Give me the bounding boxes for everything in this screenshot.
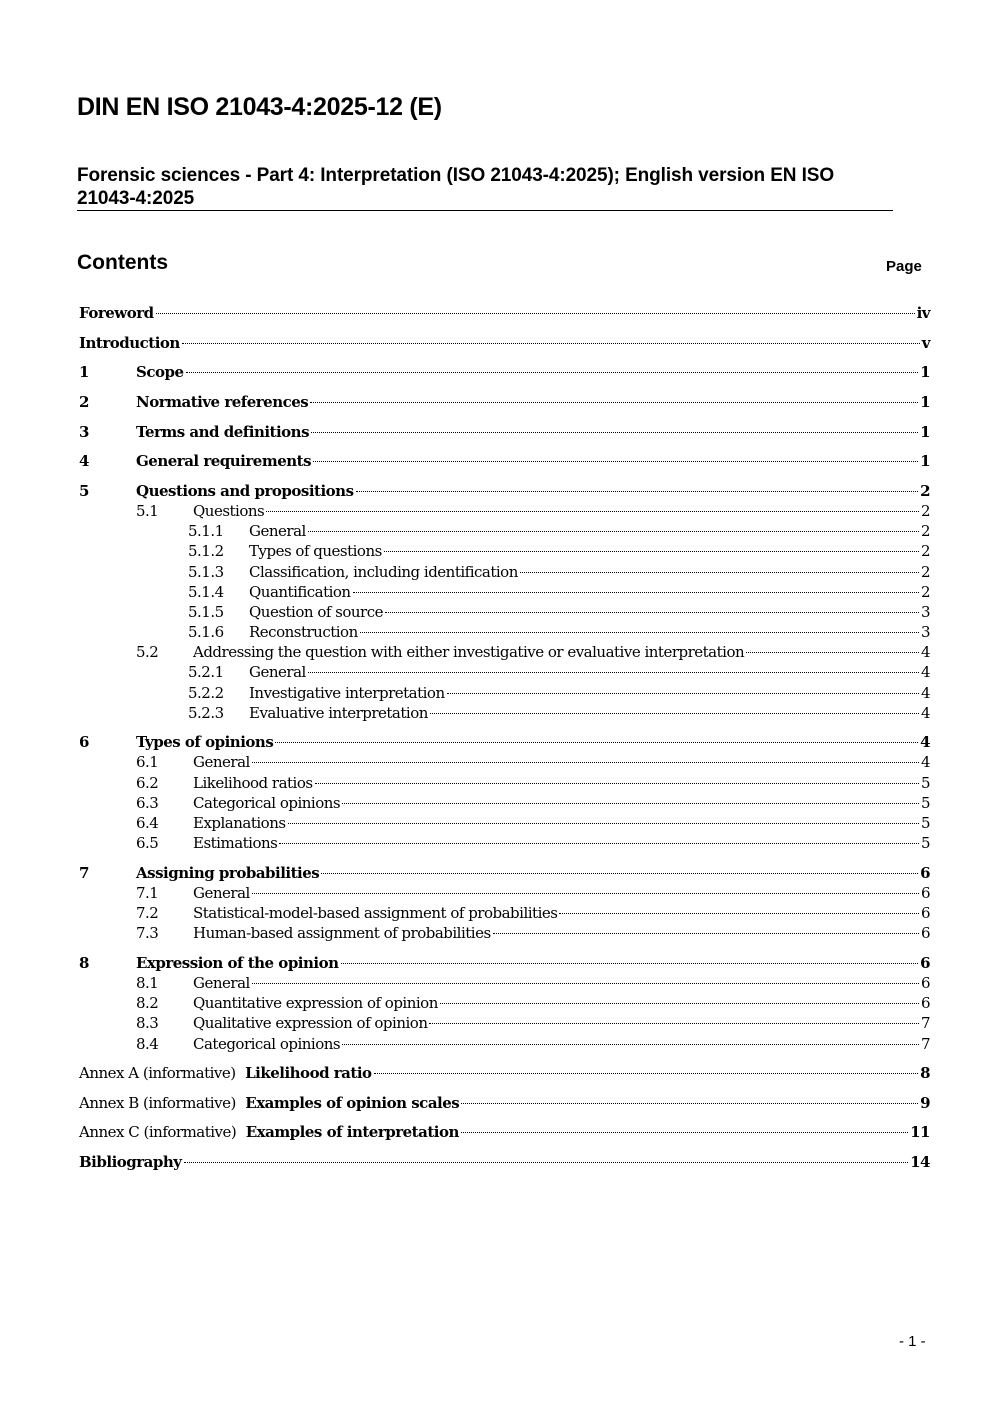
annex-gap	[236, 1123, 245, 1141]
toc-entry-number: 5.2	[136, 643, 159, 661]
toc-entry[interactable]	[79, 642, 930, 662]
toc-leader-dots	[341, 963, 919, 964]
toc-entry[interactable]	[79, 863, 930, 883]
toc-entry-page: 4	[920, 643, 930, 661]
toc-entry-number: 7.2	[136, 904, 159, 922]
toc-entry-page: 2	[920, 542, 930, 560]
toc-leader-dots	[288, 823, 919, 824]
toc-entry-page: 1	[920, 363, 930, 381]
toc-entry-title: Categorical opinions	[193, 794, 341, 812]
toc-entry-page: 4	[920, 663, 930, 681]
toc-leader-dots	[429, 1023, 918, 1024]
toc-entry-page: 2	[920, 583, 930, 601]
toc-leader-dots	[493, 933, 919, 934]
toc-entry[interactable]	[79, 451, 930, 471]
toc-entry-number: 3	[79, 423, 89, 441]
toc-entry-title: Questions and propositions	[136, 482, 354, 500]
toc-entry[interactable]	[79, 903, 930, 923]
toc-leader-dots	[447, 693, 919, 694]
toc-entry[interactable]	[79, 1063, 930, 1083]
toc-leader-dots	[275, 742, 918, 743]
toc-entry[interactable]	[79, 1152, 930, 1172]
toc-entry[interactable]	[79, 501, 930, 521]
toc-entry-number: 5.2.3	[188, 704, 224, 722]
toc-entry[interactable]	[79, 752, 930, 772]
annex-prefix: Annex A (informative)	[79, 1064, 236, 1082]
toc-entry[interactable]	[79, 773, 930, 793]
toc-entry-page: 1	[920, 423, 930, 441]
toc-entry-page: 4	[920, 684, 930, 702]
toc-entry-page: 3	[920, 623, 930, 641]
page-column-heading: Page	[886, 258, 922, 275]
toc-entry-page: 1	[920, 452, 930, 470]
toc-entry[interactable]	[79, 392, 930, 412]
contents-heading: Contents	[77, 251, 168, 274]
toc-entry-page: 4	[920, 753, 930, 771]
toc-entry-page: 5	[920, 774, 930, 792]
toc-leader-dots	[182, 343, 920, 344]
toc-entry-page: 6	[920, 924, 930, 942]
toc-entry-page: 3	[920, 603, 930, 621]
toc-entry-page: 6	[920, 954, 930, 972]
toc-entry[interactable]	[79, 883, 930, 903]
toc-entry[interactable]	[79, 1122, 930, 1142]
toc-entry[interactable]	[79, 521, 930, 541]
toc-entry-number: 1	[79, 363, 89, 381]
toc-entry-page: 4	[920, 704, 930, 722]
toc-entry[interactable]	[79, 602, 930, 622]
toc-entry-title: Types of questions	[249, 542, 382, 560]
toc-entry-page: 5	[920, 814, 930, 832]
toc-entry[interactable]	[79, 683, 930, 703]
toc-entry-number: 5.1.4	[188, 583, 224, 601]
toc-leader-dots	[385, 612, 919, 613]
toc-entry-page: 6	[920, 864, 930, 882]
toc-entry-title: Scope	[136, 363, 184, 381]
toc-entry[interactable]	[79, 422, 930, 442]
annex-gap	[236, 1064, 245, 1082]
toc-entry-number: 5.1.3	[188, 563, 224, 581]
annex-title: Likelihood ratio	[245, 1064, 372, 1082]
toc-entry[interactable]	[79, 953, 930, 973]
toc-leader-dots	[374, 1073, 919, 1074]
toc-entry-page: 7	[920, 1035, 930, 1053]
toc-entry-number: 5.1	[136, 502, 159, 520]
toc-entry-title: Introduction	[79, 334, 180, 352]
toc-leader-dots	[186, 372, 919, 373]
toc-entry-title: Likelihood ratios	[193, 774, 313, 792]
toc-entry[interactable]	[79, 833, 930, 853]
toc-entry-number: 6.2	[136, 774, 159, 792]
annex-title: Examples of interpretation	[245, 1123, 459, 1141]
toc-entry-number: 5.2.1	[188, 663, 224, 681]
toc-entry-title: Questions	[193, 502, 265, 520]
toc-entry-title: Classification, including identification	[249, 563, 518, 581]
toc-entry[interactable]	[79, 923, 930, 943]
toc-entry[interactable]	[79, 541, 930, 561]
toc-entry-title: Assigning probabilities	[136, 864, 320, 882]
page-number: - 1 -	[899, 1333, 926, 1350]
annex-prefix: Annex B (informative)	[79, 1094, 236, 1112]
toc-entry-number: 5.2.2	[188, 684, 224, 702]
toc-entry-title: Evaluative interpretation	[249, 704, 428, 722]
toc-entry-title: General	[193, 753, 250, 771]
toc-entry-title: Terms and definitions	[136, 423, 310, 441]
toc-entry-title: Explanations	[193, 814, 286, 832]
toc-entry[interactable]	[79, 1013, 930, 1033]
toc-entry-number: 5	[79, 482, 89, 500]
toc-leader-dots	[252, 983, 919, 984]
toc-entry[interactable]	[79, 662, 930, 682]
toc-entry-title: Addressing the question with either investigative or evaluative interpretation	[193, 643, 745, 661]
toc-leader-dots	[356, 491, 919, 492]
toc-entry-title: General	[193, 974, 250, 992]
toc-entry-page: 11	[910, 1123, 930, 1141]
toc-entry[interactable]	[79, 333, 930, 353]
toc-entry-page: 5	[920, 794, 930, 812]
toc-entry-page: 2	[920, 482, 930, 500]
toc-leader-dots	[315, 783, 919, 784]
toc-entry[interactable]	[79, 732, 930, 752]
toc-entry-title: Estimations	[193, 834, 278, 852]
toc-entry-title	[79, 1093, 459, 1113]
toc-entry-title: Question of source	[249, 603, 384, 621]
toc-leader-dots	[559, 913, 919, 914]
annex-gap	[236, 1094, 245, 1112]
toc-entry-page: 6	[920, 994, 930, 1012]
toc-entry-title: Normative references	[136, 393, 309, 411]
toc-leader-dots	[353, 592, 919, 593]
toc-leader-dots	[184, 1162, 909, 1163]
toc-leader-dots	[430, 713, 919, 714]
toc-entry-page: 1	[920, 393, 930, 411]
toc-leader-dots	[384, 551, 919, 552]
toc-entry-title: Categorical opinions	[193, 1035, 341, 1053]
toc-entry-page: 6	[920, 904, 930, 922]
toc-entry[interactable]	[79, 793, 930, 813]
toc-entry-page: iv	[916, 304, 930, 322]
toc-entry-page: 14	[910, 1153, 930, 1171]
toc-entry[interactable]	[79, 362, 930, 382]
toc-leader-dots	[360, 632, 919, 633]
toc-entry-title: Reconstruction	[249, 623, 358, 641]
toc-entry-page: 5	[920, 834, 930, 852]
toc-entry-title: Quantification	[249, 583, 351, 601]
toc-entry-title: Types of opinions	[136, 733, 274, 751]
toc-leader-dots	[321, 873, 918, 874]
toc-entry-title: General	[249, 522, 306, 540]
annex-title: Examples of opinion scales	[245, 1094, 460, 1112]
document-subtitle: Forensic sciences - Part 4: Interpretation (ISO 21043-4:2025); English version EN ISO 21043-4:2025	[77, 165, 835, 209]
toc-entry-title: General	[193, 884, 250, 902]
toc-entry[interactable]	[79, 303, 930, 323]
toc-entry-number: 6.3	[136, 794, 159, 812]
toc-entry-number: 4	[79, 452, 89, 470]
toc-entry-page: 2	[920, 502, 930, 520]
toc-entry[interactable]	[79, 993, 930, 1013]
annex-prefix: Annex C (informative)	[79, 1123, 237, 1141]
toc-leader-dots	[461, 1103, 918, 1104]
toc-entry-page: v	[921, 334, 930, 352]
toc-entry-number: 5.1.1	[188, 522, 224, 540]
toc-entry-page: 6	[920, 884, 930, 902]
toc-entry-number: 8.2	[136, 994, 159, 1012]
toc-entry-number: 2	[79, 393, 89, 411]
document-title: DIN EN ISO 21043-4:2025-12 (E)	[77, 93, 442, 121]
toc-leader-dots	[342, 1044, 919, 1045]
toc-entry-number: 5.1.2	[188, 542, 224, 560]
toc-leader-dots	[279, 843, 919, 844]
toc-leader-dots	[342, 803, 919, 804]
toc-entry-title: Quantitative expression of opinion	[193, 994, 438, 1012]
toc-entry-number: 7	[79, 864, 89, 882]
toc-entry-title: General requirements	[136, 452, 312, 470]
toc-entry-number: 7.1	[136, 884, 159, 902]
toc-entry-number: 8.1	[136, 974, 159, 992]
toc-entry-title: Expression of the opinion	[136, 954, 339, 972]
toc-entry-number: 8	[79, 954, 89, 972]
toc-entry-title	[79, 1063, 372, 1083]
toc-entry-title	[79, 1122, 459, 1142]
toc-entry-number: 8.4	[136, 1035, 159, 1053]
toc-entry-title: Foreword	[79, 304, 154, 322]
toc-entry[interactable]	[79, 622, 930, 642]
toc-leader-dots	[746, 652, 919, 653]
toc-leader-dots	[440, 1003, 919, 1004]
toc-entry-page: 6	[920, 974, 930, 992]
toc-leader-dots	[313, 461, 918, 462]
toc-entry-page: 8	[920, 1064, 930, 1082]
toc-entry-number: 7.3	[136, 924, 159, 942]
toc-entry-number: 6.1	[136, 753, 159, 771]
toc-entry[interactable]	[79, 703, 930, 723]
toc-entry-number: 6.4	[136, 814, 159, 832]
toc-entry-number: 5.1.6	[188, 623, 224, 641]
toc-entry-title: Statistical-model-based assignment of probabilities	[193, 904, 558, 922]
toc-entry[interactable]	[79, 481, 930, 501]
toc-entry[interactable]	[79, 562, 930, 582]
toc-leader-dots	[252, 762, 919, 763]
toc-entry-title: General	[249, 663, 306, 681]
toc-entry[interactable]	[79, 973, 930, 993]
toc-leader-dots	[461, 1132, 908, 1133]
toc-entry-title: Investigative interpretation	[249, 684, 445, 702]
toc-entry-title: Qualitative expression of opinion	[193, 1014, 428, 1032]
toc-entry-number: 5.1.5	[188, 603, 224, 621]
toc-entry-page: 7	[920, 1014, 930, 1032]
toc-leader-dots	[310, 402, 918, 403]
toc-leader-dots	[311, 432, 918, 433]
toc-leader-dots	[252, 893, 919, 894]
toc-entry-number: 6	[79, 733, 89, 751]
toc-entry[interactable]	[79, 813, 930, 833]
toc-leader-dots	[308, 672, 919, 673]
toc-entry-number: 8.3	[136, 1014, 159, 1032]
toc-entry-page: 9	[920, 1094, 930, 1112]
toc-entry[interactable]	[79, 1034, 930, 1054]
toc-leader-dots	[156, 313, 915, 314]
toc-leader-dots	[266, 511, 919, 512]
toc-entry-page: 2	[920, 563, 930, 581]
toc-entry-number: 6.5	[136, 834, 159, 852]
toc-entry-title: Bibliography	[79, 1153, 182, 1171]
toc-entry[interactable]	[79, 582, 930, 602]
toc-entry-title: Human-based assignment of probabilities	[193, 924, 491, 942]
toc-entry[interactable]	[79, 1093, 930, 1113]
toc-leader-dots	[308, 531, 919, 532]
toc-leader-dots	[520, 572, 919, 573]
toc-entry-page: 4	[920, 733, 930, 751]
toc-entry-page: 2	[920, 522, 930, 540]
